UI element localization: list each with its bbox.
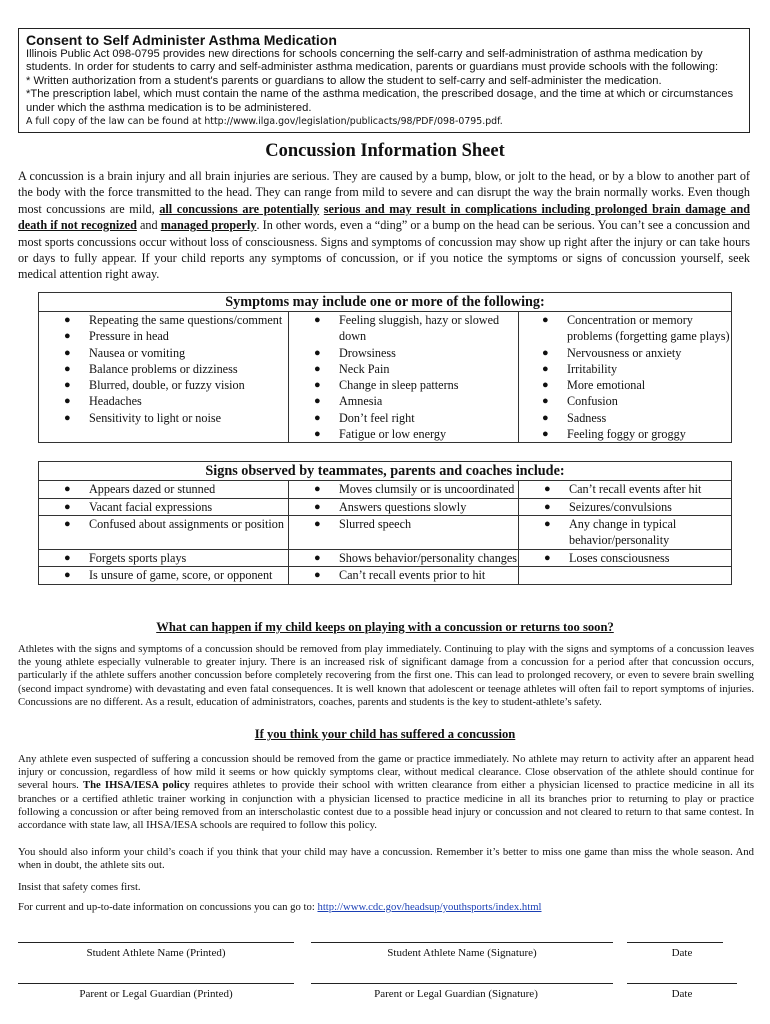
section-heading-playing: What can happen if my child keeps on playing with a concussion or returns too soon?: [156, 620, 614, 634]
intro-and: and: [136, 218, 161, 233]
bullet-icon: ●: [314, 379, 321, 392]
empty-cell: [519, 567, 732, 585]
list-item: ● Repeating the same questions/comment: [64, 313, 283, 327]
bullet-icon: ●: [542, 314, 549, 326]
parent-name-label: Parent or Legal Guardian (Printed): [79, 988, 233, 1000]
consent-law-url: A full copy of the law can be found at http://www.ilga.gov/legislation/publicacts/98/PDF/098-0795.pdf.: [26, 116, 503, 128]
bullet-icon: ●: [64, 518, 71, 530]
bullet-icon: ●: [64, 569, 71, 582]
bullet-icon: ●: [314, 569, 321, 582]
bullet-icon: ●: [544, 518, 551, 530]
list-item: ● Sensitivity to light or noise: [64, 410, 222, 425]
table-row: [39, 498, 732, 516]
student-name-label: Student Athlete Name (Printed): [86, 947, 226, 959]
bullet-icon: ●: [542, 411, 549, 424]
list-item: ● Any change in typical behavior/personality: [544, 517, 677, 548]
list-item: ● Irritability: [542, 361, 618, 376]
list-item: ● Slurred speech: [314, 517, 412, 531]
page-title: Concussion Information Sheet: [265, 141, 505, 161]
bullet-icon: ●: [64, 500, 71, 513]
list-item: ● Don’t feel right: [314, 410, 415, 425]
bullet-icon: ●: [542, 346, 549, 359]
list-item: ● Concentration or memory problems (forgetting game plays): [542, 313, 730, 344]
section-body-playing: Athletes with the signs and symptoms of a concussion should be removed from play immediately. Continuing to play with the signs and symptoms of a concussion leaves the young athlete especially vulnerable to greater injury. There is an increased risk of significant damage from a concussion for a period after that concussion occurs, particularly if the athlete suffers another concussion before completely recovering from the first one. This can lead to prolonged recovery, or even to severe brain swelling (second impact syndrome) with devastating and even fatal consequences. It is well known that adolescent or teenage athletes will often fail to report symptoms of injuries. Concussions are no different. As a result, education of administrators, coaches, parents and students is the key to student-athlete’s safety.: [18, 643, 754, 708]
parent-date-line[interactable]: [627, 983, 737, 984]
symptoms-column-3: [519, 312, 732, 443]
bullet-icon: ●: [64, 551, 71, 564]
consent-line-2: students. In order for students to carry and self-administer asthma medication, parents or guardians must provide schools with the following:: [26, 61, 719, 74]
bullet-icon: ●: [314, 483, 321, 495]
list-item: ● Is unsure of game, score, or opponent: [64, 568, 273, 583]
section-body-suffered: [18, 753, 754, 832]
consent-line-3: * Written authorization from a student's parents or guardians to allow the student to self-carry and self-administer the medication.: [26, 74, 662, 87]
student-date-line[interactable]: [627, 942, 723, 943]
consent-line-4: *The prescription label, which must contain the name of the asthma medication, the prescribed dosage, and the time at which or circumstances: [26, 88, 734, 101]
table-row: [39, 516, 732, 550]
bullet-icon: ●: [314, 362, 321, 375]
bullet-icon: ●: [542, 362, 549, 375]
list-item: ● Seizures/convulsions: [544, 499, 672, 514]
list-item: ● Fatigue or low energy: [314, 427, 447, 442]
list-item: ● Nausea or vomiting: [64, 345, 186, 360]
table-row: [39, 567, 732, 585]
list-item: ● Headaches: [64, 394, 142, 409]
symptoms-column-2: [289, 312, 519, 443]
list-item: ● Nervousness or anxiety: [542, 345, 682, 360]
table-row: [39, 481, 732, 499]
student-name-line[interactable]: [18, 942, 294, 943]
parent-signature-label: Parent or Legal Guardian (Signature): [374, 988, 538, 1000]
list-item: ● Can’t recall events after hit: [544, 482, 702, 496]
bullet-icon: ●: [64, 379, 71, 392]
bullet-icon: ●: [64, 395, 71, 408]
intro-bold-3: managed properly: [160, 218, 257, 233]
list-item: ● Neck Pain: [314, 361, 390, 376]
info-paragraph: [18, 901, 754, 914]
inform-paragraph: You should also inform your child’s coach if you think that your child may have a concussion. Remember it’s better to miss one game than miss the whole season. And when in doubt, the athlete sits out.: [18, 846, 754, 872]
policy-name: The IHSA/IESA policy: [82, 779, 190, 792]
bullet-icon: ●: [544, 483, 551, 495]
bullet-icon: ●: [314, 518, 321, 530]
student-signature-label: Student Athlete Name (Signature): [387, 947, 537, 959]
section-heading-suffered: If you think your child has suffered a concussion: [254, 727, 516, 741]
list-item: ● Feeling sluggish, hazy or slowed down: [314, 313, 500, 344]
list-item: ● Vacant facial expressions: [64, 499, 213, 514]
bullet-icon: ●: [64, 362, 71, 375]
list-item: ● Appears dazed or stunned: [64, 482, 216, 496]
consent-box: [18, 28, 750, 133]
bullet-icon: ●: [314, 411, 321, 424]
list-item: ● Blurred, double, or fuzzy vision: [64, 378, 245, 393]
list-item: ● Confusion: [542, 394, 618, 409]
intro-paragraph: [18, 168, 750, 283]
intro-bold-1: all concussions are potentially: [159, 201, 320, 216]
bullet-icon: ●: [64, 330, 71, 343]
bullet-icon: ●: [314, 551, 321, 564]
bullet-icon: ●: [544, 551, 551, 564]
list-item: ● Confused about assignments or position: [64, 517, 284, 531]
bullet-icon: ●: [542, 379, 549, 392]
symptoms-table: [38, 292, 732, 443]
list-item: ● Moves clumsily or is uncoordinated: [314, 482, 515, 496]
bullet-icon: ●: [64, 314, 71, 326]
list-item: ● Drowsiness: [314, 345, 396, 360]
bullet-icon: ●: [314, 314, 321, 326]
list-item: ● Pressure in head: [64, 329, 169, 344]
parent-signature-line[interactable]: [311, 983, 613, 984]
info-prefix: For current and up-to-date information on concussions you can go to:: [18, 901, 318, 913]
intro-bold-2: serious and may result in complications including prolonged brain damage and death if not recognized: [18, 201, 750, 233]
symptoms-column-1: [39, 312, 289, 443]
insist-paragraph: Insist that safety comes first.: [18, 881, 141, 893]
student-date-label: Date: [671, 947, 693, 959]
signs-heading: Signs observed by teammates, parents and coaches include:: [39, 462, 732, 481]
bullet-icon: ●: [542, 395, 549, 408]
bullet-icon: ●: [64, 346, 71, 359]
bullet-icon: ●: [64, 483, 71, 495]
list-item: ● Change in sleep patterns: [314, 378, 459, 393]
bullet-icon: ●: [314, 346, 321, 359]
signs-table: [38, 461, 732, 585]
list-item: ● More emotional: [542, 378, 646, 393]
parent-name-line[interactable]: [18, 983, 294, 984]
intro-text-1: A concussion is a brain injury and all brain injuries are serious. They are caused by a bump, blow, or jolt to the head, or by a blow to another part of the body with the force transmitted to the head. They can range from mild to severe and can disrupt the way the brain normally works. Even though most concussions are mild,: [18, 169, 750, 216]
consent-line-5: under which the asthma medication is to be administered.: [26, 101, 312, 114]
bullet-icon: ●: [314, 395, 321, 408]
parent-date-label: Date: [671, 988, 693, 1000]
bullet-icon: ●: [314, 428, 321, 441]
symptoms-heading: Symptoms may include one or more of the following:: [39, 293, 732, 312]
bullet-icon: ●: [542, 428, 549, 441]
list-item: ● Can’t recall events prior to hit: [314, 568, 486, 583]
list-item: ● Feeling foggy or groggy: [542, 427, 686, 442]
list-item: ● Forgets sports plays: [64, 550, 187, 565]
list-item: ● Answers questions slowly: [314, 499, 467, 514]
suffered-text-1: Any athlete even suspected of suffering a concussion should be removed from the game or practice immediately. No athlete may return to activity after an apparent head injury or concussion, regardless of how mild it seems or how quickly symptoms clear, without medical clearance. Close observation of the athlete should continue for several hours.: [18, 753, 754, 792]
cdc-link[interactable]: http://www.cdc.gov/headsup/youthsports/index.html: [317, 901, 542, 913]
list-item: ● Sadness: [542, 410, 607, 425]
bullet-icon: ●: [314, 500, 321, 513]
list-item: ● Shows behavior/personality changes: [314, 550, 518, 565]
list-item: ● Amnesia: [314, 394, 383, 409]
suffered-text-2: requires athletes to provide their school with written clearance from either a physician licensed to practice medicine in all its branches or a certified athletic trainer working in conjunction with a physician licensed to practice medicine in all its branches prior to returning to play or practice following a concussion or after being removed from an interscholastic contest due to a possible head injury or concussion and not cleared to return to that same contest. In accordance with state law, all IHSA/IESA schools are required to follow this policy.: [18, 779, 754, 832]
bullet-icon: ●: [544, 500, 551, 513]
intro-text-2: . In other words, even a “ding” or a bump on the head can be serious. You can’t see a concussion and most sports concussions occur without loss of consciousness. Signs and symptoms of concussion may show up right after the injury or can take hours or days to fully appear. If your child reports any symptoms of concussion, or if you notice the symptoms or signs of concussion yourself, seek medical attention right away.: [18, 218, 750, 282]
list-item: ● Balance problems or dizziness: [64, 361, 238, 376]
consent-line-1: Illinois Public Act 098-0795 provides new directions for schools concerning the self-carry and self-administration of asthma medication by: [26, 48, 703, 60]
consent-title: Consent to Self Administer Asthma Medication: [26, 32, 337, 48]
bullet-icon: ●: [64, 411, 71, 424]
table-row: [39, 549, 732, 567]
student-signature-line[interactable]: [311, 942, 613, 943]
list-item: ● Loses consciousness: [544, 550, 670, 565]
